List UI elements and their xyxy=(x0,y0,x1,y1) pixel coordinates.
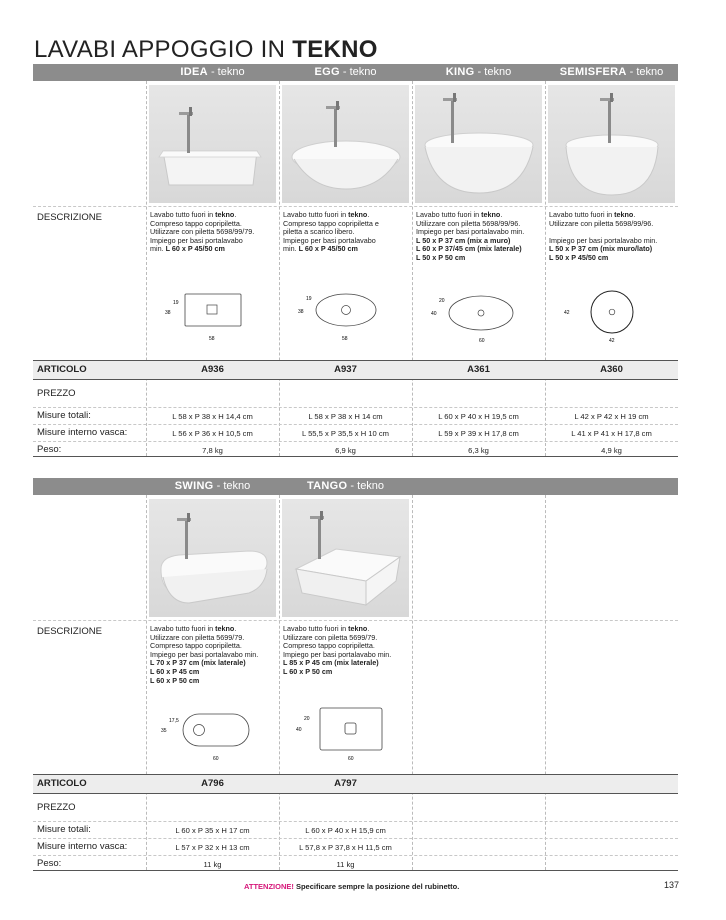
product-description xyxy=(150,625,278,685)
peso-value: 6,3 kg xyxy=(468,446,489,455)
row-divider xyxy=(33,821,678,822)
description-line: L 60 x P 45 cm xyxy=(150,666,200,676)
dimension-diagram-egg xyxy=(294,286,406,346)
dim-depth-label: 17,5 xyxy=(169,718,179,724)
description-line: Utilizzare con piletta 5698/99/96. xyxy=(549,218,654,228)
column-divider xyxy=(545,495,546,870)
description-line: Utilizzare con piletta 5698/99/96. xyxy=(416,218,521,228)
product-table-2 xyxy=(33,478,678,870)
dim-length-label: 60 xyxy=(213,756,219,762)
page-number: 137 xyxy=(664,880,680,890)
dim-length-label: 58 xyxy=(209,336,215,342)
peso-value: 11 kg xyxy=(336,860,355,869)
description-line: Impiego per basi portalavabo xyxy=(150,235,243,245)
column-divider xyxy=(279,495,280,870)
misure-totali-value: L 60 x P 40 x H 15,9 cm xyxy=(305,826,386,835)
label-articolo: ARTICOLO xyxy=(37,364,87,375)
product-description xyxy=(549,211,677,263)
product-header: EGG - tekno xyxy=(314,66,377,78)
product-photo-swing xyxy=(149,499,276,617)
description-line: L 50 x P 45/50 cm xyxy=(549,252,609,262)
dim-width-label: 38 xyxy=(298,309,304,315)
description-line: Impiego per basi portalavabo min. xyxy=(549,235,658,245)
column-divider xyxy=(412,81,413,456)
dim-width-label: 35 xyxy=(161,728,167,734)
dim-width-label: 40 xyxy=(431,311,437,317)
description-line: Lavabo tutto fuori in tekno. xyxy=(283,210,370,219)
dim-width-label: 42 xyxy=(564,310,570,316)
peso-value: 6,9 kg xyxy=(335,446,356,455)
row-divider xyxy=(33,424,678,425)
column-divider xyxy=(146,81,147,456)
description-line: piletta a scarico libero. xyxy=(283,227,355,237)
product-header: SWING - tekno xyxy=(174,480,251,492)
row-divider xyxy=(33,441,678,442)
misure-interno-value: L 56 x P 36 x H 10,5 cm xyxy=(172,429,253,438)
article-code: A937 xyxy=(334,364,357,375)
footer-note: ATTENZIONE! Specificare sempre la posizione del rubinetto. xyxy=(244,882,460,891)
article-code: A797 xyxy=(334,778,357,789)
label-misure-interno: Misure interno vasca: xyxy=(37,427,128,438)
dim-depth-label: 19 xyxy=(306,296,312,302)
description-line: L 60 x P 50 cm xyxy=(283,666,333,676)
description-line: L 50 x P 37 cm (mix muro/lato) xyxy=(549,244,653,254)
dim-length-label: 60 xyxy=(479,338,485,344)
description-line: L 85 x P 45 cm (mix laterale) xyxy=(283,658,379,668)
label-descrizione: DESCRIZIONE xyxy=(37,212,102,223)
product-description xyxy=(150,211,278,254)
column-divider xyxy=(545,81,546,456)
product-photo-tango xyxy=(282,499,409,617)
product-description xyxy=(283,625,411,677)
product-header: SEMISFERA - tekno xyxy=(559,66,664,78)
misure-totali-value: L 60 x P 35 x H 17 cm xyxy=(175,826,250,835)
column-divider xyxy=(412,495,413,870)
product-description xyxy=(416,211,544,263)
dimension-diagram-tango xyxy=(294,702,406,764)
dim-depth-label: 20 xyxy=(304,716,310,722)
product-header: IDEA - tekno xyxy=(180,66,245,78)
product-photo-idea xyxy=(149,85,276,203)
dim-depth-label: 19 xyxy=(173,300,179,306)
label-prezzo: PREZZO xyxy=(37,802,76,813)
row-divider xyxy=(33,620,678,621)
label-misure-interno: Misure interno vasca: xyxy=(37,841,128,852)
label-misure-totali: Misure totali: xyxy=(37,410,91,421)
dim-depth-label: 20 xyxy=(439,298,445,304)
row-divider xyxy=(33,793,678,794)
product-table-1 xyxy=(33,64,678,456)
description-line: L 50 x P 37 cm (mix a muro) xyxy=(416,235,511,245)
label-descrizione: DESCRIZIONE xyxy=(37,626,102,637)
misure-totali-value: L 58 x P 38 x H 14,4 cm xyxy=(172,412,253,421)
label-articolo: ARTICOLO xyxy=(37,778,87,789)
row-divider xyxy=(33,379,678,380)
description-line: Compreso tappo copripiletta. xyxy=(283,641,375,651)
misure-interno-value: L 41 x P 41 x H 17,8 cm xyxy=(571,429,652,438)
product-photo-egg xyxy=(282,85,409,203)
description-line: L 70 x P 37 cm (mix laterale) xyxy=(150,658,246,668)
description-line: Lavabo tutto fuori in tekno. xyxy=(150,210,237,219)
row-divider xyxy=(33,855,678,856)
description-line: Compreso tappo copripiletta. xyxy=(150,218,242,228)
description-line: Impiego per basi portalavabo min. xyxy=(416,227,525,237)
dimension-diagram-swing xyxy=(161,702,273,764)
product-header: KING - tekno xyxy=(445,66,512,78)
description-line: L 50 x P 50 cm xyxy=(416,252,466,262)
misure-totali-value: L 42 x P 42 x H 19 cm xyxy=(574,412,649,421)
column-divider xyxy=(279,81,280,456)
dim-length-label: 42 xyxy=(609,338,615,344)
dim-width-label: 40 xyxy=(296,727,302,733)
dim-length-label: 58 xyxy=(342,336,348,342)
misure-interno-value: L 57 x P 32 x H 13 cm xyxy=(175,843,250,852)
page-title: LAVABI APPOGGIO IN TEKNO xyxy=(34,36,378,63)
description-line: Lavabo tutto fuori in tekno. xyxy=(549,210,636,219)
dim-length-label: 60 xyxy=(348,756,354,762)
description-line: Utilizzare con piletta 5698/99/79. xyxy=(150,227,255,237)
product-photo-king xyxy=(415,85,542,203)
description-line: Utilizzare con piletta 5699/79. xyxy=(150,632,245,642)
table-header xyxy=(33,64,678,81)
row-divider xyxy=(33,206,678,207)
label-peso: Peso: xyxy=(37,858,62,869)
product-description xyxy=(283,211,411,254)
description-line: Utilizzare con piletta 5699/79. xyxy=(283,632,378,642)
article-code: A360 xyxy=(600,364,623,375)
dim-width-label: 38 xyxy=(165,310,171,316)
row-divider xyxy=(33,407,678,408)
article-code: A796 xyxy=(201,778,224,789)
label-peso: Peso: xyxy=(37,444,62,455)
description-line: min. L 60 x P 45/50 cm xyxy=(150,244,225,254)
peso-value: 4,9 kg xyxy=(601,446,622,455)
description-line: L 60 x P 37/45 cm (mix laterale) xyxy=(416,244,522,254)
dimension-diagram-semisfera xyxy=(560,286,672,346)
column-divider xyxy=(146,495,147,870)
peso-value: 7,8 kg xyxy=(202,446,223,455)
description-line: min. L 60 x P 45/50 cm xyxy=(283,244,358,254)
description-line: Lavabo tutto fuori in tekno. xyxy=(416,210,503,219)
dimension-diagram-king xyxy=(427,286,539,346)
misure-interno-value: L 57,8 x P 37,8 x H 11,5 cm xyxy=(299,843,392,852)
product-header: TANGO - tekno xyxy=(306,480,385,492)
product-photo-semisfera xyxy=(548,85,675,203)
table-bottom-rule xyxy=(33,456,678,457)
description-line: Impiego per basi portalavabo min. xyxy=(150,649,259,659)
description-line: Impiego per basi portalavabo xyxy=(283,235,376,245)
label-prezzo: PREZZO xyxy=(37,388,76,399)
label-misure-totali: Misure totali: xyxy=(37,824,91,835)
footer-warning: ATTENZIONE! xyxy=(244,882,294,891)
misure-interno-value: L 55,5 x P 35,5 x H 10 cm xyxy=(302,429,389,438)
misure-totali-value: L 58 x P 38 x H 14 cm xyxy=(308,412,383,421)
article-code: A936 xyxy=(201,364,224,375)
description-line: Lavabo tutto fuori in tekno. xyxy=(283,624,370,633)
peso-value: 11 kg xyxy=(203,860,222,869)
table-header xyxy=(33,478,678,495)
description-line: L 60 x P 50 cm xyxy=(150,675,200,685)
misure-totali-value: L 60 x P 40 x H 19,5 cm xyxy=(438,412,519,421)
misure-interno-value: L 59 x P 39 x H 17,8 cm xyxy=(438,429,519,438)
description-line: Impiego per basi portalavabo min. xyxy=(283,649,392,659)
row-divider xyxy=(33,838,678,839)
table-bottom-rule xyxy=(33,870,678,871)
description-line: Compreso tappo copripiletta e xyxy=(283,218,379,228)
dimension-diagram-idea xyxy=(161,286,273,346)
description-line: Lavabo tutto fuori in tekno. xyxy=(150,624,237,633)
article-code: A361 xyxy=(467,364,490,375)
description-line: Compreso tappo copripiletta. xyxy=(150,641,242,651)
